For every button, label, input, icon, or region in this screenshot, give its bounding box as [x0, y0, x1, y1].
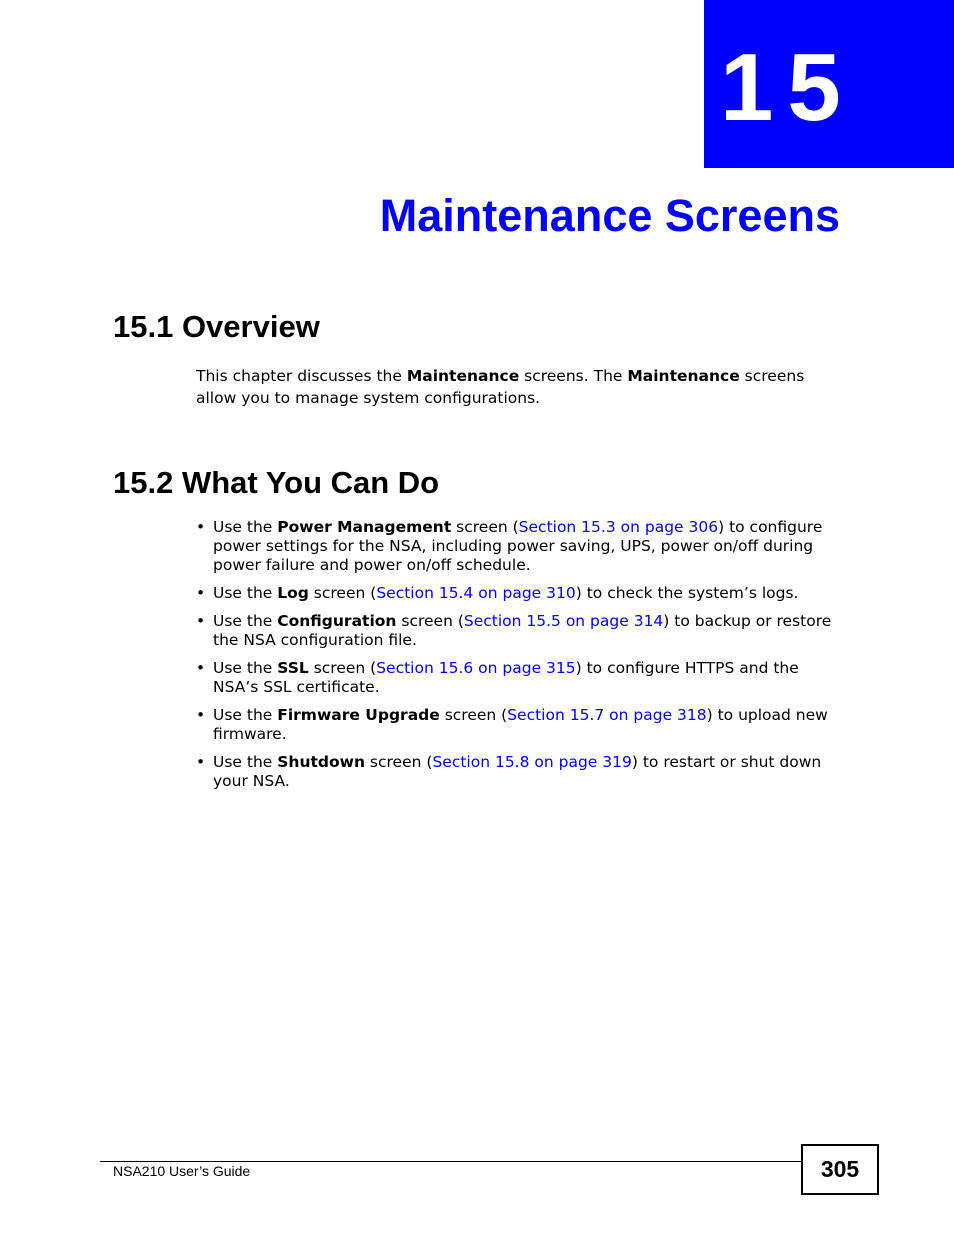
page-number-box [801, 1144, 879, 1195]
bullet-icon: • [196, 612, 206, 630]
item-screen-name: Shutdown [277, 753, 365, 771]
overview-text: screens. The [519, 367, 628, 385]
section-link[interactable]: Section 15.4 on page 310 [376, 584, 576, 602]
overview-bold: Maintenance [627, 367, 740, 385]
item-text: screen ( [308, 584, 377, 602]
chapter-title: Maintenance Screens [379, 190, 840, 241]
item-text: ) to upload new firmware. [213, 706, 828, 743]
item-text: Use the [213, 753, 278, 771]
page-number: 305 [820, 1156, 860, 1182]
item-screen-name: SSL [277, 659, 309, 677]
item-text: screen ( [365, 753, 433, 771]
item-text: ) to configure power settings for the NSA, including power saving, UPS, power on/off during power failure and power on/off schedule. [213, 518, 823, 574]
overview-bold: Maintenance [406, 367, 520, 385]
item-text: Use the [213, 518, 278, 536]
chapter-number: 15 [720, 34, 855, 141]
overview-text: screens allow you to manage system configurations. [196, 367, 805, 407]
bullet-icon: • [196, 518, 206, 536]
item-screen-name: Power Management [277, 518, 452, 536]
section-link[interactable]: Section 15.3 on page 306 [518, 518, 719, 536]
list-item [196, 518, 846, 575]
section-link[interactable]: Section 15.8 on page 319 [432, 753, 632, 771]
footer-guide-title: NSA210 User’s Guide [113, 1163, 251, 1179]
item-screen-name: Log [277, 584, 309, 602]
item-text: screen ( [396, 612, 464, 630]
list-item [196, 612, 846, 650]
item-text: screen ( [451, 518, 519, 536]
item-text: Use the [213, 584, 278, 602]
item-text: ) to backup or restore the NSA configuration file. [213, 612, 832, 649]
section-heading-what-you-can-do: 15.2 What You Can Do [113, 465, 440, 500]
list-item [196, 706, 846, 744]
item-text: ) to restart or shut down your NSA. [213, 753, 822, 790]
bullet-icon: • [196, 584, 206, 602]
feature-list [196, 518, 846, 800]
item-screen-name: Configuration [277, 612, 397, 630]
overview-paragraph [196, 365, 836, 409]
list-item [196, 659, 846, 697]
item-text: screen ( [308, 659, 377, 677]
item-text: Use the [213, 706, 278, 724]
item-text: ) to configure HTTPS and the NSA’s SSL certificate. [213, 659, 799, 696]
bullet-icon: • [196, 659, 206, 677]
section-link[interactable]: Section 15.7 on page 318 [507, 706, 707, 724]
item-text: Use the [213, 659, 278, 677]
item-text: screen ( [439, 706, 508, 724]
bullet-icon: • [196, 706, 206, 724]
item-text: ) to check the system’s logs. [575, 584, 799, 602]
item-text: Use the [213, 612, 278, 630]
section-link[interactable]: Section 15.6 on page 315 [376, 659, 576, 677]
bullet-icon: • [196, 753, 206, 771]
section-heading-overview: 15.1 Overview [113, 309, 320, 344]
section-link[interactable]: Section 15.5 on page 314 [463, 612, 664, 630]
list-item [196, 753, 846, 791]
list-item [196, 584, 846, 603]
overview-text: This chapter discusses the [196, 367, 407, 385]
item-screen-name: Firmware Upgrade [277, 706, 440, 724]
